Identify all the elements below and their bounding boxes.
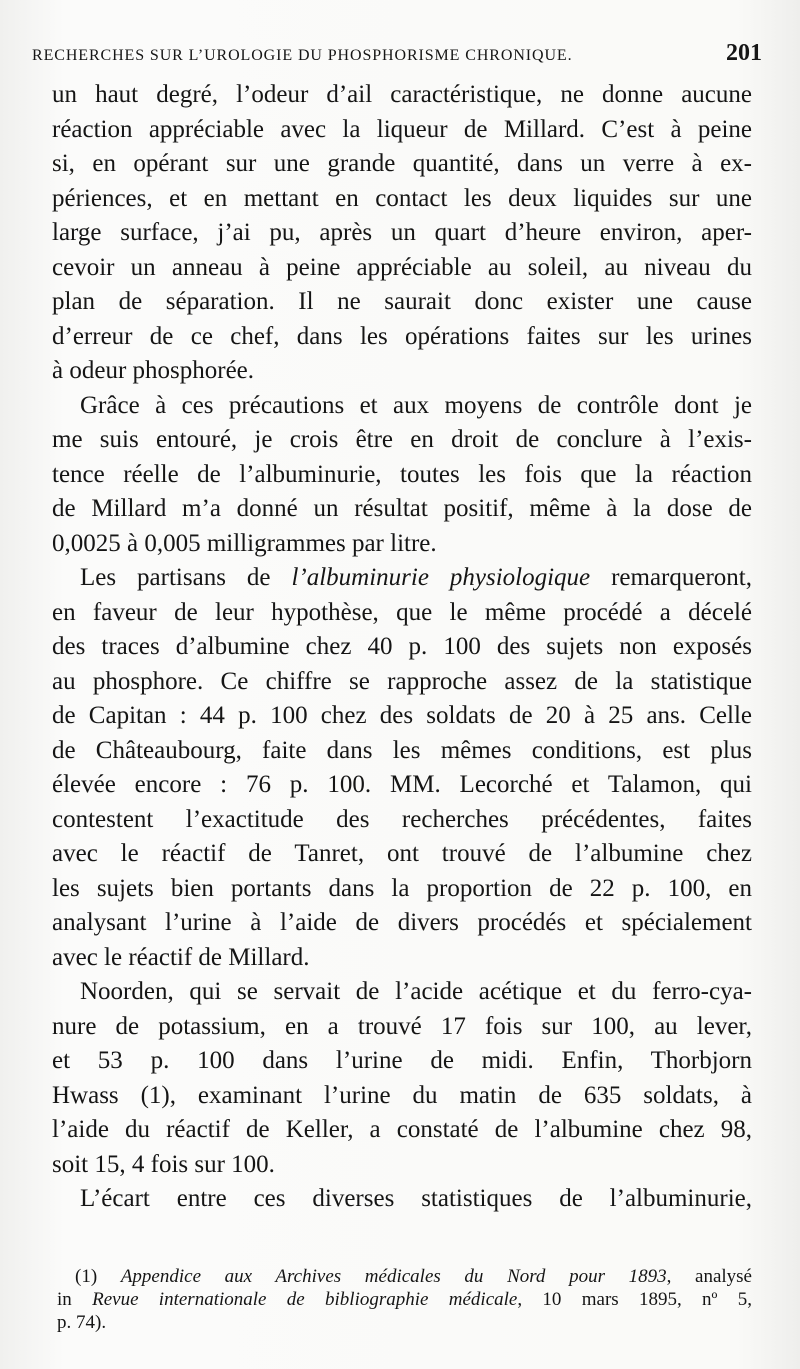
text-line: Grâce à ces précautions et aux moyens de contrôle dont je (80, 391, 752, 419)
text-line: de Millard m’a donné un résultat positif, même à la dose de (52, 495, 752, 522)
text-line: de Châteaubourg, faite dans les mêmes conditions, est plus (52, 736, 752, 764)
text-line: en faveur de leur hypothèse, que le même procédé a décelé (52, 598, 752, 626)
footnote-italic: Revue internationale de bibliographie médicale (92, 1289, 518, 1310)
text-line: l’aide du réactif de Keller, a constaté de l’albumine chez 98, (52, 1116, 752, 1143)
text-line: me suis entouré, je crois être en droit de conclure à l’exis- (52, 426, 752, 453)
footnote-line (57, 1288, 752, 1311)
footnote-marker: (1) (75, 1266, 121, 1287)
text-line: de Capitan : 44 p. 100 chez des soldats de 20 à 25 ans. Celle (52, 702, 752, 729)
text-line: les sujets bien portants dans la proportion de 22 p. 100, en (52, 874, 752, 902)
text-line: soit 15, 4 fois sur 100. (52, 1150, 275, 1178)
text-line: d’erreur de ce chef, dans les opérations faites sur les urines (52, 322, 752, 350)
footnote-line (57, 1265, 752, 1288)
footnote-text: , analysé (666, 1266, 752, 1287)
text-line: à odeur phosphorée. (52, 357, 255, 384)
running-head (32, 40, 762, 70)
footnote (57, 1265, 752, 1334)
text-line: avec le réactif de Millard. (52, 943, 310, 971)
text-run: Les partisans de (80, 564, 292, 591)
text-line: plan de séparation. Il ne saurait donc exister une cause (52, 288, 752, 315)
text-line: large surface, j’ai pu, après un quart d’heure environ, aper- (52, 219, 752, 246)
text-line: nure de potassium, en a trouvé 17 fois sur 100, au lever, (52, 1012, 752, 1040)
text-line: et 53 p. 100 dans l’urine de midi. Enfin, Thorbjorn (52, 1047, 752, 1074)
text-line: 0,0025 à 0,005 milligrammes par litre. (52, 529, 437, 557)
text-line-partisans (52, 561, 752, 596)
text-line: L’écart entre ces diverses statistiques de l’albuminurie, (80, 1185, 752, 1212)
italic-term: l’albuminurie physiologique (291, 564, 591, 591)
footnote-text: in (57, 1289, 93, 1310)
footnote-italic: Appendice aux Archives médicales du Nord pour 1893 (120, 1266, 667, 1287)
text-line: cevoir un anneau à peine appréciable au soleil, au niveau du (52, 253, 752, 281)
footnote-text: , 10 mars 1895, nº 5, (517, 1289, 752, 1310)
text-line: des traces d’albumine chez 40 p. 100 des sujets non exposés (52, 633, 752, 660)
text-line: un haut degré, l’odeur d’ail caractéristique, ne donne aucune (52, 81, 752, 108)
text-line: avec le réactif de Tanret, ont trouvé de l’albumine chez (52, 840, 752, 867)
text-line: au phosphore. Ce chiffre se rapproche assez de la statistique (52, 667, 752, 695)
text-line: analysant l’urine à l’aide de divers procédés et spécialement (52, 909, 752, 936)
text-run: remarqueront, (590, 564, 753, 591)
text-line: tence réelle de l’albuminurie, toutes les fois que la réaction (52, 460, 752, 488)
text-line: si, en opérant sur une grande quantité, dans un verre à ex- (52, 150, 752, 177)
footnote-line: p. 74). (57, 1312, 107, 1333)
running-head-title: RECHERCHES SUR L’UROLOGIE DU PHOSPHORISME CHRONIQUE. (32, 47, 573, 64)
body-text (52, 78, 752, 1217)
text-line: périences, et en mettant en contact les deux liquides sur une (52, 184, 752, 212)
text-line: Hwass (1), examinant l’urine du matin de 635 soldats, à (52, 1081, 752, 1109)
page-number: 201 (726, 40, 762, 66)
text-line: contestent l’exactitude des recherches précédentes, faites (52, 805, 752, 833)
text-line: Noorden, qui se servait de l’acide acétique et du ferro-cya- (80, 978, 752, 1005)
text-line: réaction appréciable avec la liqueur de Millard. C’est à peine (52, 115, 752, 143)
text-line: élevée encore : 76 p. 100. MM. Lecorché et Talamon, qui (52, 771, 752, 798)
